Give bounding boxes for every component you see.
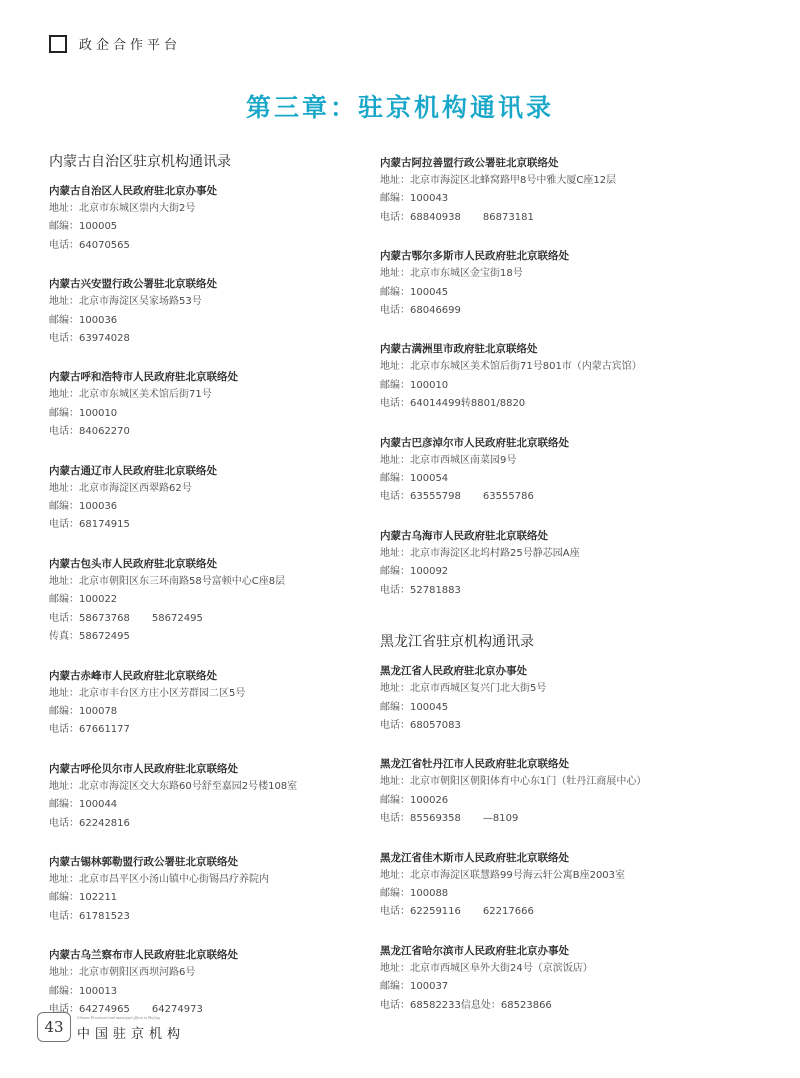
entry-phone — [49, 908, 369, 926]
header — [49, 34, 181, 53]
entry-postcode — [380, 470, 700, 488]
entry-name: 内蒙古乌兰察布市人民政府驻北京联络处 — [49, 949, 238, 962]
entry-line-text: 电话：64274965 — [49, 1003, 130, 1015]
entry-address — [49, 871, 369, 889]
entry-line-text: 地址：北京市海淀区北坞村路25号静芯园A座 — [380, 547, 580, 559]
section-title-heilongjiang: 黑龙江省驻京机构通讯录 — [380, 634, 534, 651]
entry-line-text: 地址：北京市海淀区西翠路62号 — [49, 482, 192, 494]
entry-address — [380, 773, 700, 791]
entry-line-text: 地址：北京市西城区阜外大街24号（京滨饭店） — [380, 962, 593, 974]
directory-entry — [49, 368, 369, 441]
entry-line-text: 邮编：100026 — [380, 794, 449, 806]
entry-extra-phone: 58672495 — [151, 612, 203, 624]
header-label: 政企合作平台 — [79, 38, 182, 53]
entry-name: 内蒙古巴彦淖尔市人民政府驻北京联络处 — [380, 436, 569, 449]
entry-phone — [380, 209, 700, 227]
entry-postcode — [49, 312, 369, 330]
footer — [37, 1012, 185, 1042]
entry-line-text: 电话：68057083 — [380, 719, 461, 731]
entry-phone — [380, 810, 700, 828]
entry-line-text: 地址：北京市丰台区方庄小区芳群园二区5号 — [49, 687, 246, 699]
section-title-inner-mongolia: 内蒙古自治区驻京机构通讯录 — [49, 154, 231, 170]
entry-postcode — [380, 563, 700, 581]
left-column — [49, 154, 369, 1039]
entry-extra-phone: —8109 — [482, 813, 519, 825]
directory-entry — [380, 247, 700, 320]
entry-line-text: 邮编：102211 — [49, 892, 118, 904]
entry-line-text: 电话：52781883 — [380, 584, 461, 596]
entry-address — [380, 358, 700, 376]
entry-line-text: 电话：85569358 — [380, 813, 461, 825]
entry-line-text: 邮编：100010 — [380, 379, 449, 391]
entry-address — [380, 172, 700, 190]
entry-postcode — [49, 405, 369, 423]
entry-name: 内蒙古呼和浩特市人民政府驻北京联络处 — [49, 371, 238, 384]
directory-entry — [49, 760, 369, 833]
entry-postcode — [49, 591, 369, 609]
header-square-icon — [49, 35, 67, 53]
entry-name: 内蒙古兴安盟行政公署驻北京联络处 — [49, 278, 217, 291]
entry-line-text: 邮编：100054 — [380, 473, 449, 485]
entry-line-text: 邮编：100045 — [380, 286, 449, 298]
entry-name: 内蒙古乌海市人民政府驻北京联络处 — [380, 529, 548, 542]
directory-entry — [49, 946, 369, 1019]
entry-postcode — [380, 284, 700, 302]
entry-postcode — [49, 983, 369, 1001]
entry-line-text: 地址：北京市朝阳区西坝河路6号 — [49, 967, 196, 979]
entry-line-text: 电话：63974028 — [49, 333, 130, 345]
entry-phone — [380, 302, 700, 320]
entry-line-text: 地址：北京市海淀区北蜂窝路甲8号中雅大厦C座12层 — [380, 175, 617, 186]
entry-phone — [49, 815, 369, 833]
entry-address — [49, 964, 369, 982]
entry-name: 内蒙古自治区人民政府驻北京办事处 — [49, 185, 217, 197]
entry-name: 内蒙古呼伦贝尔市人民政府驻北京联络处 — [49, 762, 238, 775]
entry-line-text: 电话：61781523 — [49, 910, 130, 922]
entry-line-text: 邮编：100088 — [380, 887, 449, 899]
entry-address — [49, 573, 369, 591]
entry-postcode — [380, 699, 700, 717]
left-entry-list — [49, 182, 369, 1019]
entry-line-text: 电话：84062270 — [49, 426, 130, 438]
entry-name: 内蒙古满洲里市政府驻北京联络处 — [380, 343, 538, 356]
entry-line-text: 地址：北京市东城区金宝街18号 — [380, 268, 523, 280]
entry-line-text: 地址：北京市海淀区联慧路99号海云轩公寓B座2003室 — [380, 869, 626, 881]
entry-line-text: 邮编：100036 — [49, 314, 118, 326]
directory-entry — [380, 340, 700, 413]
entry-phone — [49, 330, 369, 348]
directory-entry — [380, 942, 700, 1015]
entry-phone — [380, 582, 700, 600]
entry-phone — [49, 721, 369, 739]
entry-extra-phone: 63555786 — [482, 491, 534, 503]
entry-line-text: 传真：58672495 — [49, 631, 130, 643]
entry-line-text: 电话：63555798 — [380, 491, 461, 503]
entry-name: 内蒙古赤峰市人民政府驻北京联络处 — [49, 669, 217, 682]
entry-extra-phone: 86873181 — [482, 211, 534, 223]
directory-entry — [49, 667, 369, 740]
entry-line-text: 地址：北京市朝阳区朝阳体育中心东1门（牡丹江商展中心） — [380, 776, 647, 788]
footer-publication-title: 中国驻京机构 — [77, 1027, 186, 1042]
entry-postcode — [380, 885, 700, 903]
entry-extra-phone: 62217666 — [482, 906, 534, 918]
entry-line-text: 邮编：100044 — [49, 799, 118, 811]
entry-address — [49, 293, 369, 311]
entry-line-text: 邮编：100013 — [49, 985, 118, 997]
entry-line-text: 地址：北京市东城区美术馆后街71号 — [49, 389, 212, 401]
entry-postcode — [49, 889, 369, 907]
entry-line-text: 地址：北京市海淀区吴家场路53号 — [49, 296, 202, 308]
entry-line-text: 电话：58673768 — [49, 612, 130, 624]
entry-name: 内蒙古阿拉善盟行政公署驻北京联络处 — [380, 157, 559, 169]
entry-line-text: 地址：北京市朝阳区东三环南路58号富顿中心C座8层 — [49, 575, 286, 587]
entry-line-text: 邮编：100045 — [380, 701, 449, 713]
directory-entry — [380, 849, 700, 922]
right-column — [380, 154, 700, 1035]
entry-name: 黑龙江省佳木斯市人民政府驻北京联络处 — [380, 851, 569, 864]
entry-postcode — [380, 377, 700, 395]
entry-line-text: 电话：68046699 — [380, 305, 461, 317]
entry-line-text: 电话：62259116 — [380, 906, 461, 918]
entry-name: 内蒙古锡林郭勒盟行政公署驻北京联络处 — [49, 855, 238, 868]
entry-line-text: 电话：64070565 — [49, 239, 130, 251]
directory-entry — [49, 853, 369, 926]
entry-phone — [380, 717, 700, 735]
entry-address — [380, 680, 700, 698]
entry-address — [380, 265, 700, 283]
entry-phone — [49, 516, 369, 534]
entry-postcode — [380, 792, 700, 810]
directory-entry — [380, 527, 700, 600]
directory-entry — [380, 434, 700, 507]
entry-name: 黑龙江省哈尔滨市人民政府驻北京办事处 — [380, 944, 569, 957]
right-entry-list-bottom — [380, 662, 700, 1015]
entry-postcode — [49, 498, 369, 516]
entry-address — [49, 778, 369, 796]
entry-line-text: 地址：北京市东城区美术馆后街71号801市（内蒙古宾馆） — [380, 361, 642, 373]
entry-address — [49, 685, 369, 703]
entry-line-text: 邮编：100078 — [49, 705, 118, 717]
entry-line-text: 电话：68840938 — [380, 211, 461, 223]
directory-entry — [380, 662, 700, 735]
right-entry-list-top — [380, 154, 700, 600]
entry-line-text: 地址：北京市海淀区交大东路60号舒至嘉园2号楼108室 — [49, 780, 298, 792]
entry-postcode — [49, 703, 369, 721]
entry-postcode — [49, 218, 369, 236]
entry-phone — [380, 997, 700, 1015]
entry-address — [380, 545, 700, 563]
entry-phone — [380, 395, 700, 413]
directory-entry — [380, 154, 700, 227]
entry-line-text: 邮编：100022 — [49, 594, 118, 606]
entry-line-text: 地址：北京市东城区崇内大街2号 — [49, 203, 196, 214]
directory-entry — [49, 182, 369, 255]
entry-postcode — [380, 190, 700, 208]
entry-postcode — [49, 796, 369, 814]
entry-line-text: 地址：北京市西城区南菜园9号 — [380, 454, 517, 466]
entry-line-text: 电话：68582233信息处：68523866 — [380, 999, 552, 1011]
entry-name: 黑龙江省牡丹江市人民政府驻北京联络处 — [380, 758, 569, 771]
chapter-title: 第三章：驻京机构通讯录 — [245, 93, 554, 122]
entry-address — [49, 480, 369, 498]
entry-line-text: 邮编：100005 — [49, 221, 118, 233]
entry-line-text: 邮编：100092 — [380, 566, 449, 578]
entry-line-text: 地址：北京市昌平区小汤山镇中心街锡昌疗养院内 — [49, 873, 269, 885]
entry-line-text: 电话：62242816 — [49, 817, 130, 829]
directory-entry — [49, 462, 369, 535]
entry-address — [49, 200, 369, 218]
footer-english-subtitle: Chinese Provincial and municipal offices in Beijing — [77, 1015, 160, 1020]
entry-phone — [380, 903, 700, 921]
entry-line-text: 邮编：100037 — [380, 981, 449, 993]
entry-line-text: 邮编：100010 — [49, 407, 118, 419]
entry-name: 内蒙古鄂尔多斯市人民政府驻北京联络处 — [380, 250, 569, 263]
entry-fax — [49, 628, 369, 646]
entry-name: 黑龙江省人民政府驻北京办事处 — [380, 665, 527, 678]
entry-line-text: 邮编：100043 — [380, 193, 449, 205]
page-number: 43 — [37, 1012, 71, 1042]
entry-line-text: 电话：68174915 — [49, 519, 130, 531]
entry-phone — [49, 237, 369, 255]
entry-name: 内蒙古包头市人民政府驻北京联络处 — [49, 557, 217, 570]
entry-address — [380, 960, 700, 978]
entry-line-text: 电话：67661177 — [49, 724, 130, 736]
directory-entry — [380, 755, 700, 828]
entry-address — [380, 867, 700, 885]
entry-phone — [49, 423, 369, 441]
entry-line-text: 电话：64014499转8801/8820 — [380, 398, 526, 410]
entry-line-text: 地址：北京市西城区复兴门北大街5号 — [380, 683, 547, 695]
entry-address — [49, 386, 369, 404]
entry-phone — [49, 610, 369, 628]
entry-extra-phone: 64274973 — [151, 1003, 203, 1015]
directory-entry — [49, 555, 369, 647]
entry-phone — [380, 488, 700, 506]
entry-postcode — [380, 978, 700, 996]
entry-address — [380, 452, 700, 470]
entry-line-text: 邮编：100036 — [49, 501, 118, 513]
directory-entry — [49, 275, 369, 348]
entry-name: 内蒙古通辽市人民政府驻北京联络处 — [49, 464, 217, 477]
